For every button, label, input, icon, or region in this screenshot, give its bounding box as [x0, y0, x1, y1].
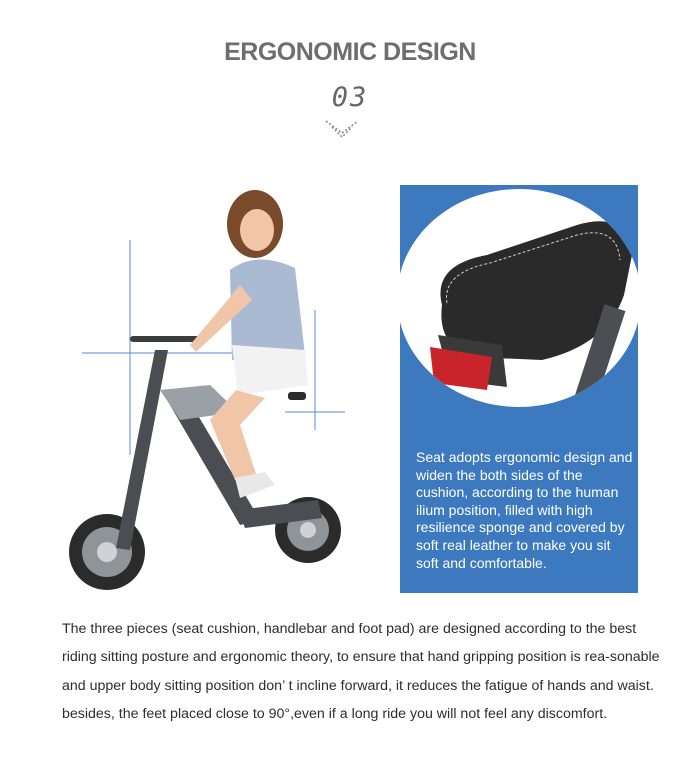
seat-closeup-image [392, 185, 646, 411]
section-title: ERGONOMIC DESIGN [224, 38, 476, 66]
rider-scooter-image [60, 180, 390, 600]
section-number: 03 [331, 82, 369, 113]
ergonomic-description: The three pieces (seat cushion, handlebar and foot pad) are designed according to the best riding sitting posture and ergonomic theory, to ensure that hand gripping position is rea-sonable and upper body sitting position don’ t incline forward, it reduces the fatigue of hands and waist. besides, the feet placed close to 90°,even if a long ride you will not feel any discomfort. [62, 621, 660, 723]
seat-description: Seat adopts ergonomic design and widen the both sides of the cushion, according to the human ilium position, filled with high resilience sponge and covered by soft real leather to make you sit soft and comfortable. [416, 449, 633, 571]
chevron-down-icon [322, 118, 362, 140]
